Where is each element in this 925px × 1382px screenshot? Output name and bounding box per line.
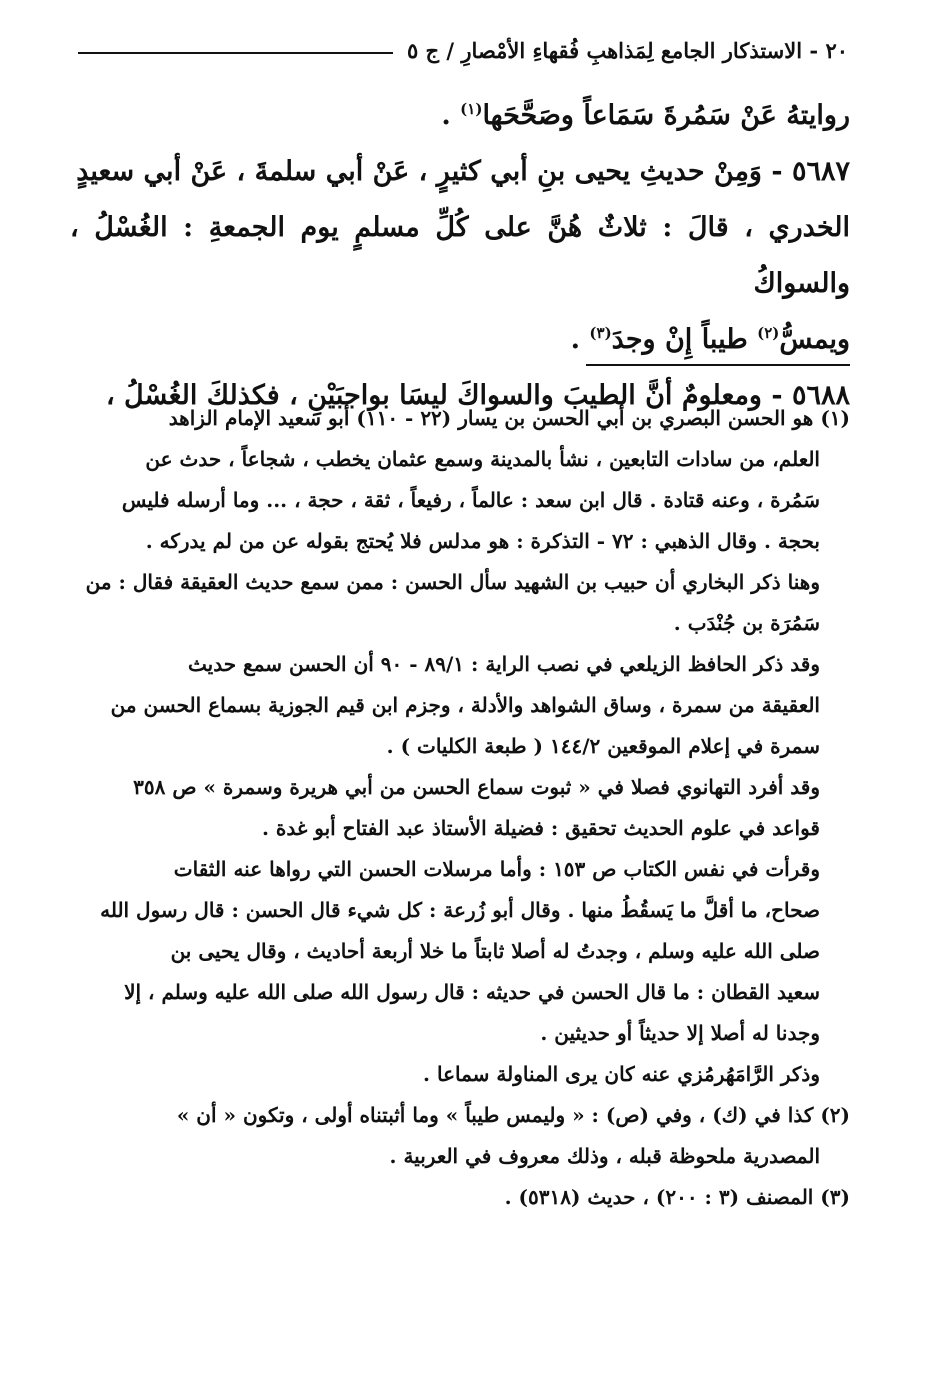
footnote-ref-3: (٣) (589, 324, 612, 342)
footnote-2 (78, 1095, 850, 1177)
footnote-1 (78, 398, 850, 1095)
header-rule (78, 52, 393, 54)
footnote-line: سمرة في إعلام الموقعين ١٤٤/٢ ( طبعة الكليات ) . (386, 734, 820, 758)
footnote-line: (٢) كذا في (ك) ، وفي (ص) : « وليمس طيباً » وما أثبتناه أولى ، وتكون « أن » (176, 1103, 850, 1127)
hadith-5687-line-1: ٥٦٨٧ - وَمِنْ حديثِ يحيى بنِ أبي كثيرٍ ، عَنْ أبي سلمةَ ، عَنْ أبي سعيدٍ (76, 156, 850, 187)
footnotes (78, 398, 850, 1218)
footnote-line: وذكر الرَّامَهُرمُزي عنه كان يرى المناولة سماعا . (423, 1062, 820, 1086)
footnote-line: سَمُرة ، وعنه قتادة . قال ابن سعد : عالماً ، رفيعاً ، ثقة ، حجة ، ... وما أرسله فليس (121, 488, 820, 512)
footnote-line: (٣) المصنف (٣ : ٢٠٠) ، حديث (٥٣١٨) . (504, 1185, 850, 1209)
footnote-ref-1: (١) (460, 100, 483, 118)
footnote-ref-2: (٢) (757, 324, 780, 342)
page-header (78, 30, 848, 70)
footnote-line: العقيقة من سمرة ، وساق الشواهد والأدلة ، وجزم ابن قيم الجوزية بسماع الحسن من (110, 693, 820, 717)
footnote-line: العلم، من سادات التابعين ، نشأ بالمدينة وسمع عثمان يخطب ، شجاعاً ، حدث عن (145, 447, 820, 471)
paragraph-5688: ٥٦٨٨ - ومعلومٌ أنَّ الطيبَ والسواكَ ليسَا بواجبَيْنِ ، فكذلكَ الغُسْلُ ، (105, 380, 850, 411)
footnote-line: سَمُرَة بن جُنْدَب . (673, 611, 820, 635)
hadith-5687-line-3: ويمسُّ$^{(٢)}$ طيباً إِنْ وجدَ$^{(٣)}$ . (570, 324, 850, 355)
footnote-line: صلى الله عليه وسلم ، وجدتُ له أصلا ثابتاً ما خلا أربعة أحاديث ، وقال يحيى بن (170, 939, 820, 963)
main-text (70, 88, 850, 424)
footnote-line: قواعد في علوم الحديث تحقيق : فضيلة الأستاذ عبد الفتاح أبو غدة . (261, 816, 820, 840)
footnote-line: سعيد القطان : ما قال الحسن في حديثه : قال رسول الله صلى الله عليه وسلم ، إلا (124, 980, 820, 1004)
footnote-3 (78, 1177, 850, 1218)
footnote-line: وقرأت في نفس الكتاب ص ١٥٣ : وأما مرسلات الحسن التي رواها عنه الثقات (173, 857, 820, 881)
footnote-line: (١) هو الحسن البصري بن أبي الحسن بن يسار (٢٢ - ١١٠) أبو سعيد الإمام الزاهد (168, 406, 850, 430)
running-title: ٢٠ - الاستذكار الجامع لِمَذاهبِ فُقهاءِ الأمْصارِ / ج ٥ (406, 37, 848, 63)
footnote-line: وقد أفرد التهانوي فصلا في « ثبوت سماع الحسن من أبي هريرة وسمرة » ص ٣٥٨ (133, 775, 820, 799)
footnote-line: وهنا ذكر البخاري أن حبيب بن الشهيد سأل الحسن : ممن سمع حديث العقيقة فقال : من (85, 570, 820, 594)
footnote-line: وقد ذكر الحافظ الزيلعي في نصب الراية : ٨٩/١ - ٩٠ أن الحسن سمع حديث (188, 652, 820, 676)
main-line-1: روايتهُ عَنْ سَمُرةَ سَمَاعاً وصَحَّحَها$^{(١)}$ . (441, 100, 850, 131)
footnote-separator (586, 364, 850, 366)
hadith-5687-line-2: الخدري ، قالَ : ثلاثٌ هُنَّ على كُلِّ مسلمٍ يوم الجمعةِ : الغُسْلُ ، والسواكُ (70, 212, 850, 299)
footnote-line: بحجة . وقال الذهبي : ٧٢ - التذكرة : هو مدلس فلا يُحتج بقوله عن من لم يدركه . (145, 529, 820, 553)
footnote-line: صحاح، ما أقلَّ ما يَسقُطُ منها . وقال أبو زُرعة : كل شيء قال الحسن : قال رسول الله (100, 898, 820, 922)
footnote-line: المصدرية ملحوظة قبله ، وذلك معروف في العربية . (389, 1144, 820, 1168)
footnote-line: وجدنا له أصلا إلا حديثاً أو حديثين . (540, 1021, 820, 1045)
